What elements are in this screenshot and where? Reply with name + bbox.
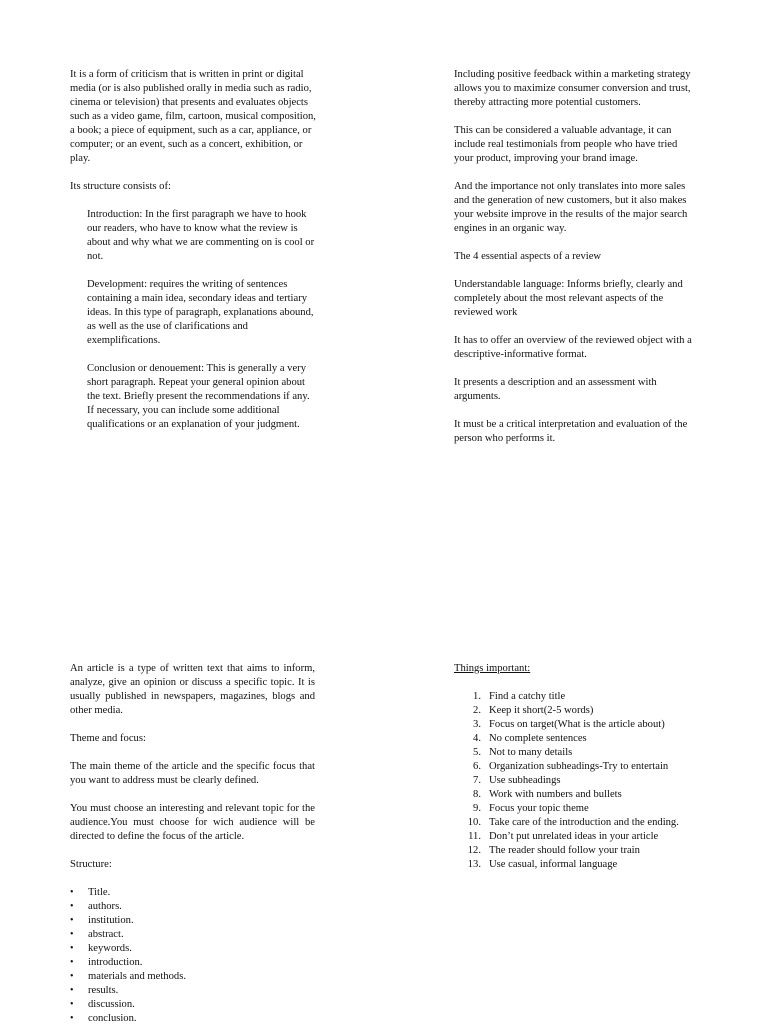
tips-list-item xyxy=(454,732,714,746)
structure-list-item xyxy=(70,914,315,928)
structure-heading: Its structure consists of: xyxy=(70,181,171,192)
tips-heading: Things important: xyxy=(454,663,531,674)
structure-list-item xyxy=(70,998,315,1012)
structure-list-item xyxy=(70,956,315,970)
structure-list-item-text: Title. xyxy=(88,887,111,898)
structure-list-heading: Structure: xyxy=(70,859,112,870)
tips-list-text: Work with numbers and bullets xyxy=(489,789,622,800)
tips-list-text: Find a catchy title xyxy=(489,691,566,702)
tips-list-text: The reader should follow your train xyxy=(489,845,640,856)
bullet-icon: • xyxy=(70,929,74,940)
structure-list-item-text: discussion. xyxy=(88,999,135,1010)
tips-list-item xyxy=(454,830,714,844)
tips-list-item xyxy=(454,690,714,704)
bullet-icon: • xyxy=(70,887,74,898)
tips-list-item xyxy=(454,816,714,830)
aspects-heading: The 4 essential aspects of a review xyxy=(454,251,602,262)
structure-list xyxy=(70,886,315,1026)
tips-list-number: 13. xyxy=(467,859,481,870)
structure-list-item-text: results. xyxy=(88,985,119,996)
tips-list-number: 7. xyxy=(473,775,481,786)
bullet-icon: • xyxy=(70,943,74,954)
tips-list-item xyxy=(454,788,714,802)
article-section xyxy=(70,662,315,1026)
tips-list-text: Don’t put unrelated ideas in your article xyxy=(489,831,659,842)
advantage-paragraph: This can be considered a valuable advantage, it can include real testimonials from people who have tried your product, improving your brand image. xyxy=(454,125,678,164)
review-importance-section xyxy=(454,68,699,446)
tips-list-text: No complete sentences xyxy=(489,733,587,744)
tips-list-item xyxy=(454,760,714,774)
structure-list-item xyxy=(70,928,315,942)
review-definition-paragraph: It is a form of criticism that is written in print or digital media (or is also published orally in media such as radio, cinema or television) that presents and evaluates objects such as a video game, film, cartoon, musical composition, a book; a piece of equipment, such as a car, appliance, or computer; or an event, such as a concert, exhibition, or play. xyxy=(70,69,316,164)
tips-list-text: Not to many details xyxy=(489,747,573,758)
bullet-icon: • xyxy=(70,957,74,968)
structure-list-item-text: introduction. xyxy=(88,957,143,968)
tips-list-item xyxy=(454,704,714,718)
aspect-language: Understandable language: Informs briefly, clearly and completely about the most relevant aspects of the reviewed work xyxy=(454,279,683,318)
tips-list-number: 3. xyxy=(473,719,481,730)
structure-list-item xyxy=(70,942,315,956)
feedback-paragraph: Including positive feedback within a marketing strategy allows you to maximize consumer conversion and trust, thereby attracting more potential customers. xyxy=(454,69,691,108)
structure-list-item-text: conclusion. xyxy=(88,1013,137,1024)
bullet-icon: • xyxy=(70,971,74,982)
aspect-description: It presents a description and an assessment with arguments. xyxy=(454,377,657,402)
bullet-icon: • xyxy=(70,915,74,926)
topic-paragraph: You must choose an interesting and relevant topic for the audience.You must choose for wich audience will be directed to define the focus of the article. xyxy=(70,803,315,842)
tips-list-number: 2. xyxy=(473,705,481,716)
tips-list-item xyxy=(454,746,714,760)
structure-list-item-text: abstract. xyxy=(88,929,124,940)
structure-list-item-text: institution. xyxy=(88,915,134,926)
tips-list-number: 12. xyxy=(467,845,481,856)
bullet-icon: • xyxy=(70,999,74,1010)
tips-list-text: Focus on target(What is the article about) xyxy=(489,719,665,730)
structure-list-item xyxy=(70,970,315,984)
tips-list-item xyxy=(454,774,714,788)
structure-list-item xyxy=(70,984,315,998)
structure-list-item xyxy=(70,886,315,900)
theme-heading: Theme and focus: xyxy=(70,733,146,744)
tips-list-text: Focus your topic theme xyxy=(489,803,589,814)
tips-list-number: 4. xyxy=(473,733,481,744)
structure-details xyxy=(70,208,316,432)
tips-list-item xyxy=(454,858,714,872)
structure-list-item xyxy=(70,900,315,914)
bullet-icon: • xyxy=(70,985,74,996)
structure-list-item-text: authors. xyxy=(88,901,122,912)
tips-list xyxy=(454,690,714,872)
conclusion-paragraph: Conclusion or denouement: This is generally a very short paragraph. Repeat your general opinion about the text. Briefly present the recommendations if any. If necessary, you can include some additional qualifications or an explanation of your judgment. xyxy=(87,363,310,430)
tips-list-number: 1. xyxy=(473,691,481,702)
tips-list-text: Organization subheadings-Try to entertain xyxy=(489,761,669,772)
tips-list-text: Take care of the introduction and the ending. xyxy=(489,817,679,828)
article-definition-paragraph: An article is a type of written text that aims to inform, analyze, give an opinion or discuss a specific topic. It is usually published in newspapers, magazines, blogs and other media. xyxy=(70,663,315,716)
tips-list-number: 8. xyxy=(473,789,481,800)
structure-list-item-text: keywords. xyxy=(88,943,132,954)
bullet-icon: • xyxy=(70,1013,74,1024)
tips-list-item xyxy=(454,802,714,816)
development-paragraph: Development: requires the writing of sentences containing a main idea, secondary ideas and tertiary ideas. In this type of paragraph, explanations abound, as well as the use of clarifications and exemplifications. xyxy=(87,279,314,346)
tips-list-text: Use subheadings xyxy=(489,775,561,786)
tips-list-number: 6. xyxy=(473,761,481,772)
introduction-paragraph: Introduction: In the first paragraph we have to hook our readers, who have to know what the review is about and why what we are commenting on is cool or not. xyxy=(87,209,315,262)
tips-list-number: 5. xyxy=(473,747,481,758)
tips-list-number: 9. xyxy=(473,803,481,814)
tips-list-item xyxy=(454,844,714,858)
tips-section xyxy=(454,662,714,872)
importance-paragraph: And the importance not only translates into more sales and the generation of new customers, but it also makes your website improve in the results of the major search engines in an organic way. xyxy=(454,181,688,234)
bullet-icon: • xyxy=(70,901,74,912)
tips-list-item xyxy=(454,718,714,732)
tips-list-text: Use casual, informal language xyxy=(489,859,618,870)
theme-paragraph: The main theme of the article and the specific focus that you want to address must be clearly defined. xyxy=(70,761,315,786)
tips-list-number: 10. xyxy=(467,817,481,828)
structure-list-item-text: materials and methods. xyxy=(88,971,186,982)
tips-list-number: 11. xyxy=(468,831,481,842)
aspect-overview: It has to offer an overview of the reviewed object with a descriptive-informative format. xyxy=(454,335,692,360)
review-definition-section xyxy=(70,68,316,432)
tips-list-text: Keep it short(2-5 words) xyxy=(489,705,594,716)
aspect-interpretation: It must be a critical interpretation and evaluation of the person who performs it. xyxy=(454,419,688,444)
